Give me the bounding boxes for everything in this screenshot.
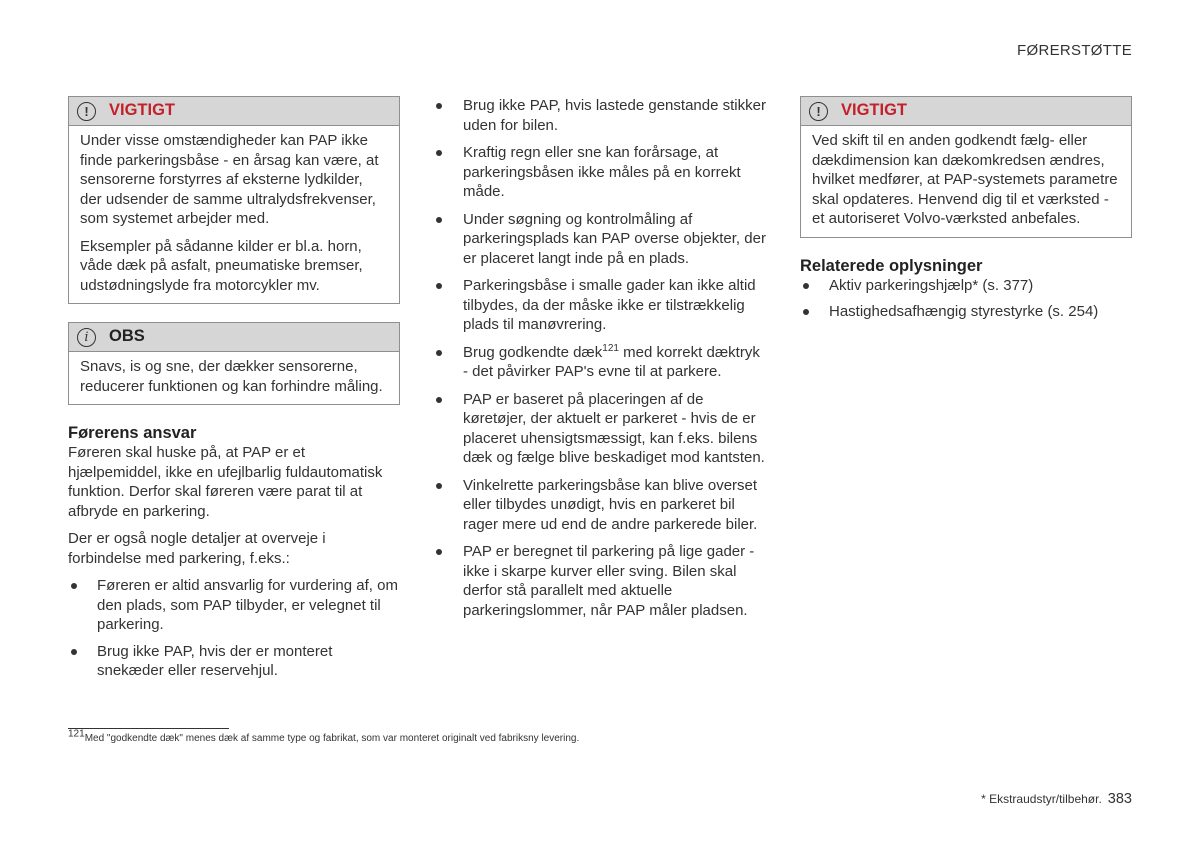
bullet-icon — [436, 350, 442, 356]
list-item-text: Under søgning og kontrolmåling af parkeringsplads kan PAP overse objekter, der er placeret langt inde på en plads. — [463, 210, 766, 267]
list-item-text: Kraftig regn eller sne kan forårsage, at parkeringsbåsen ikke måles på en korrekt måde. — [463, 144, 741, 200]
bullet-list — [433, 96, 768, 620]
warning-icon: ! — [809, 102, 828, 121]
list-item — [433, 476, 768, 535]
page-number: 383 — [1107, 791, 1132, 807]
list-item-text: Brug ikke PAP, hvis der er monteret snekæder eller reservehjul. — [97, 642, 333, 679]
related-link[interactable] — [800, 276, 1132, 296]
bullet-icon — [436, 397, 442, 403]
body-paragraph: Føreren skal huske på, at PAP er et hjælpemiddel, ikke en ufejlbarlig fuldautomatisk funktion. Derfor skal føreren være parat til at afbryde en parkering. — [68, 444, 383, 520]
list-item-text-after: med korrekt dæktryk - det påvirker PAP's evne til at parkere. — [463, 343, 760, 380]
important-paragraph: Under visse omstændigheder kan PAP ikke finde parkeringsbåse - en årsag kan være, at sensorerne forstyrres af eksterne lydkilder, der udsender de samme ultralydsfrekvenser, som systemet arbejder med. — [80, 132, 379, 227]
important-box-title: VIGTIGT — [109, 101, 175, 120]
list-item — [433, 390, 768, 468]
list-item — [68, 576, 400, 635]
footnote-divider — [68, 728, 229, 729]
bullet-icon — [436, 483, 442, 489]
important-box-header — [801, 97, 1131, 126]
related-link-text[interactable]: Hastighedsafhængig styrestyrke (s. 254) — [829, 303, 1099, 320]
list-item — [433, 143, 768, 202]
related-heading: Relaterede oplysninger — [800, 256, 983, 275]
obs-box — [68, 322, 400, 405]
column-left — [68, 96, 400, 688]
obs-box-header — [69, 323, 399, 352]
related-list — [800, 276, 1132, 322]
list-item — [433, 276, 768, 335]
bullet-icon — [436, 217, 442, 223]
list-item-text-before: Brug godkendte dæk — [463, 343, 603, 361]
footnote-number: 121 — [68, 728, 85, 740]
list-item-text: PAP er baseret på placeringen af de køretøjer, der aktuelt er parkeret - hvis de er placeret uhensigtsmæssigt, kan f.eks. bilens dæk og fælge blive beskadiget mod kantsten. — [463, 390, 765, 466]
footer-note: * Ekstraudstyr/tilbehør. — [981, 792, 1102, 806]
footnote — [68, 728, 580, 745]
info-icon: i — [77, 328, 96, 347]
bullet-icon — [436, 283, 442, 289]
column-right — [800, 96, 1132, 329]
list-item — [433, 343, 768, 382]
footnote-text: Med "godkendte dæk" menes dæk af samme type og fabrikat, som var monteret originalt ved fabriksny levering. — [84, 733, 580, 744]
section-heading: Førerens ansvar — [68, 424, 197, 442]
bullet-icon — [803, 309, 809, 315]
obs-box-body — [69, 352, 399, 404]
obs-paragraph: Snavs, is og sne, der dækker sensorerne, reducerer funktionen og kan forhindre måling. — [80, 358, 383, 395]
column-middle — [433, 96, 768, 628]
important-box — [68, 96, 400, 304]
warning-icon: ! — [77, 102, 96, 121]
list-item — [68, 642, 400, 681]
list-item — [433, 210, 768, 269]
bullet-icon — [436, 549, 442, 555]
important-box-body — [69, 126, 399, 303]
bullet-icon — [803, 283, 809, 289]
list-item-text: Føreren er altid ansvarlig for vurdering af, om den plads, som PAP tilbyder, er velegnet til parkering. — [97, 577, 398, 633]
body-paragraph: Der er også nogle detaljer at overveje i forbindelse med parkering, f.eks.: — [68, 530, 326, 567]
important-box-header — [69, 97, 399, 126]
list-item-text: Parkeringsbåse i smalle gader kan ikke altid tilbydes, da der måske ikke er tilstrækkelig plads til manøvrering. — [463, 277, 756, 333]
list-item-text: Brug ikke PAP, hvis lastede genstande stikker uden for bilen. — [463, 97, 766, 134]
related-link[interactable] — [800, 302, 1132, 322]
important-paragraph: Ved skift til en anden godkendt fælg- eller dækdimension kan dækomkredsen ændres, hvilket medfører, at PAP-systemets parametre skal opdateres. Henvend dig til et værksted - et autoriseret Volvo-værksted anbefales. — [812, 132, 1118, 227]
important-box-title: VIGTIGT — [841, 101, 907, 120]
related-link-text[interactable]: Aktiv parkeringshjælp* (s. 377) — [829, 276, 1034, 294]
page-footer — [981, 790, 1132, 810]
list-item-text: Vinkelrette parkeringsbåse kan blive overset eller tilbydes unødigt, hvis en parkeret bil rager mere ud end de andre parkerede biler. — [463, 476, 758, 533]
important-paragraph: Eksempler på sådanne kilder er bl.a. horn, våde dæk på asfalt, pneumatiske bremser, udstødningslyde fra motorcykler mv. — [80, 237, 363, 294]
bullet-icon — [71, 649, 77, 655]
section-header: FØRERSTØTTE — [1017, 42, 1132, 59]
bullet-list — [68, 576, 400, 681]
important-box — [800, 96, 1132, 238]
list-item-text: PAP er beregnet til parkering på lige gader - ikke i skarpe kurver eller sving. Bilen skal derfor stå parallelt med aktuelle parkeringslommer, når PAP måler pladsen. — [463, 543, 755, 619]
important-box-body — [801, 126, 1131, 237]
footnote-reference[interactable]: 121 — [602, 342, 619, 354]
list-item — [433, 96, 768, 135]
bullet-icon — [436, 150, 442, 156]
bullet-icon — [436, 103, 442, 109]
list-item — [433, 542, 768, 620]
bullet-icon — [71, 583, 77, 589]
obs-box-title: OBS — [109, 327, 145, 346]
